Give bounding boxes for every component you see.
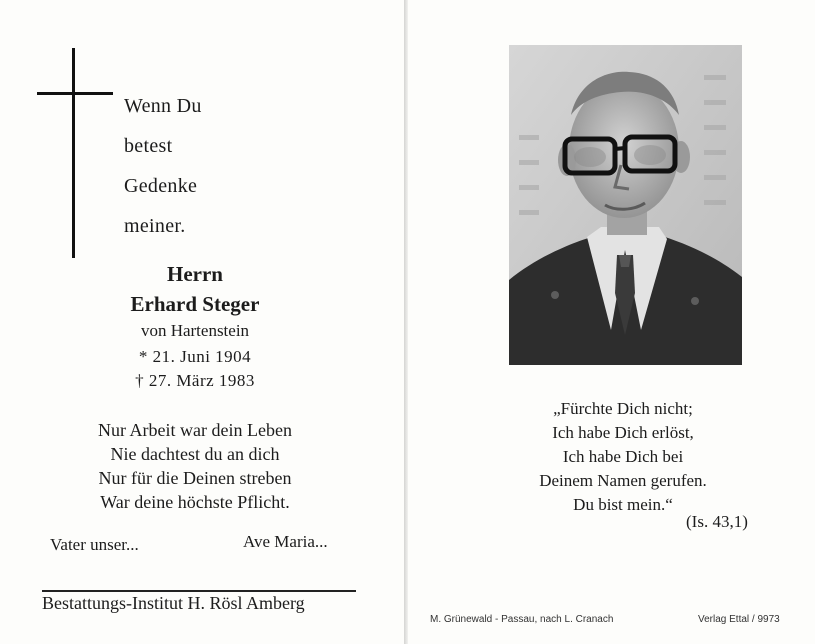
verse-line: meiner. — [124, 215, 186, 237]
poem-line: Nur Arbeit war dein Leben — [98, 420, 292, 440]
portrait-photo — [509, 45, 742, 365]
right-card-panel — [408, 0, 815, 644]
memorial-verse — [124, 86, 202, 246]
honorific: Herrn — [167, 262, 223, 286]
scripture-quote — [503, 397, 743, 517]
verse-line: betest — [124, 135, 173, 157]
quote-line: Du bist mein.“ — [573, 495, 673, 514]
death-date: † 27. März 1983 — [135, 371, 255, 390]
verse-line: Gedenke — [124, 175, 198, 197]
deceased-name: Erhard Steger — [130, 292, 260, 316]
quote-reference: (Is. 43,1) — [686, 512, 748, 531]
verse-line: Wenn Du — [124, 95, 202, 117]
cross-icon-bar — [37, 92, 113, 95]
left-card-panel — [0, 0, 404, 644]
prayer-ave-maria: Ave Maria... — [243, 532, 328, 551]
poem-line: Nie dachtest du an dich — [110, 444, 280, 464]
quote-line: „Fürchte Dich nicht; — [553, 399, 693, 418]
image-credit: M. Grünewald - Passau, nach L. Cranach — [430, 614, 614, 625]
prayer-vater-unser: Vater unser... — [50, 535, 139, 554]
origin: von Hartenstein — [140, 321, 250, 340]
portrait-illustration — [509, 45, 742, 365]
publisher-credit: Verlag Ettal / 9973 — [698, 614, 780, 625]
funeral-home-imprint: Bestattungs-Institut H. Rösl Amberg — [42, 593, 305, 613]
poem-line: War deine höchste Pflicht. — [100, 492, 290, 512]
quote-line: Ich habe Dich erlöst, — [552, 423, 694, 442]
quote-line: Deinem Namen gerufen. — [539, 471, 707, 490]
cross-icon — [72, 48, 75, 258]
birth-date: * 21. Juni 1904 — [138, 347, 252, 366]
quote-line: Ich habe Dich bei — [562, 447, 684, 466]
poem-line: Nur für die Deinen streben — [98, 468, 292, 488]
poem — [40, 418, 350, 514]
divider — [42, 590, 356, 592]
